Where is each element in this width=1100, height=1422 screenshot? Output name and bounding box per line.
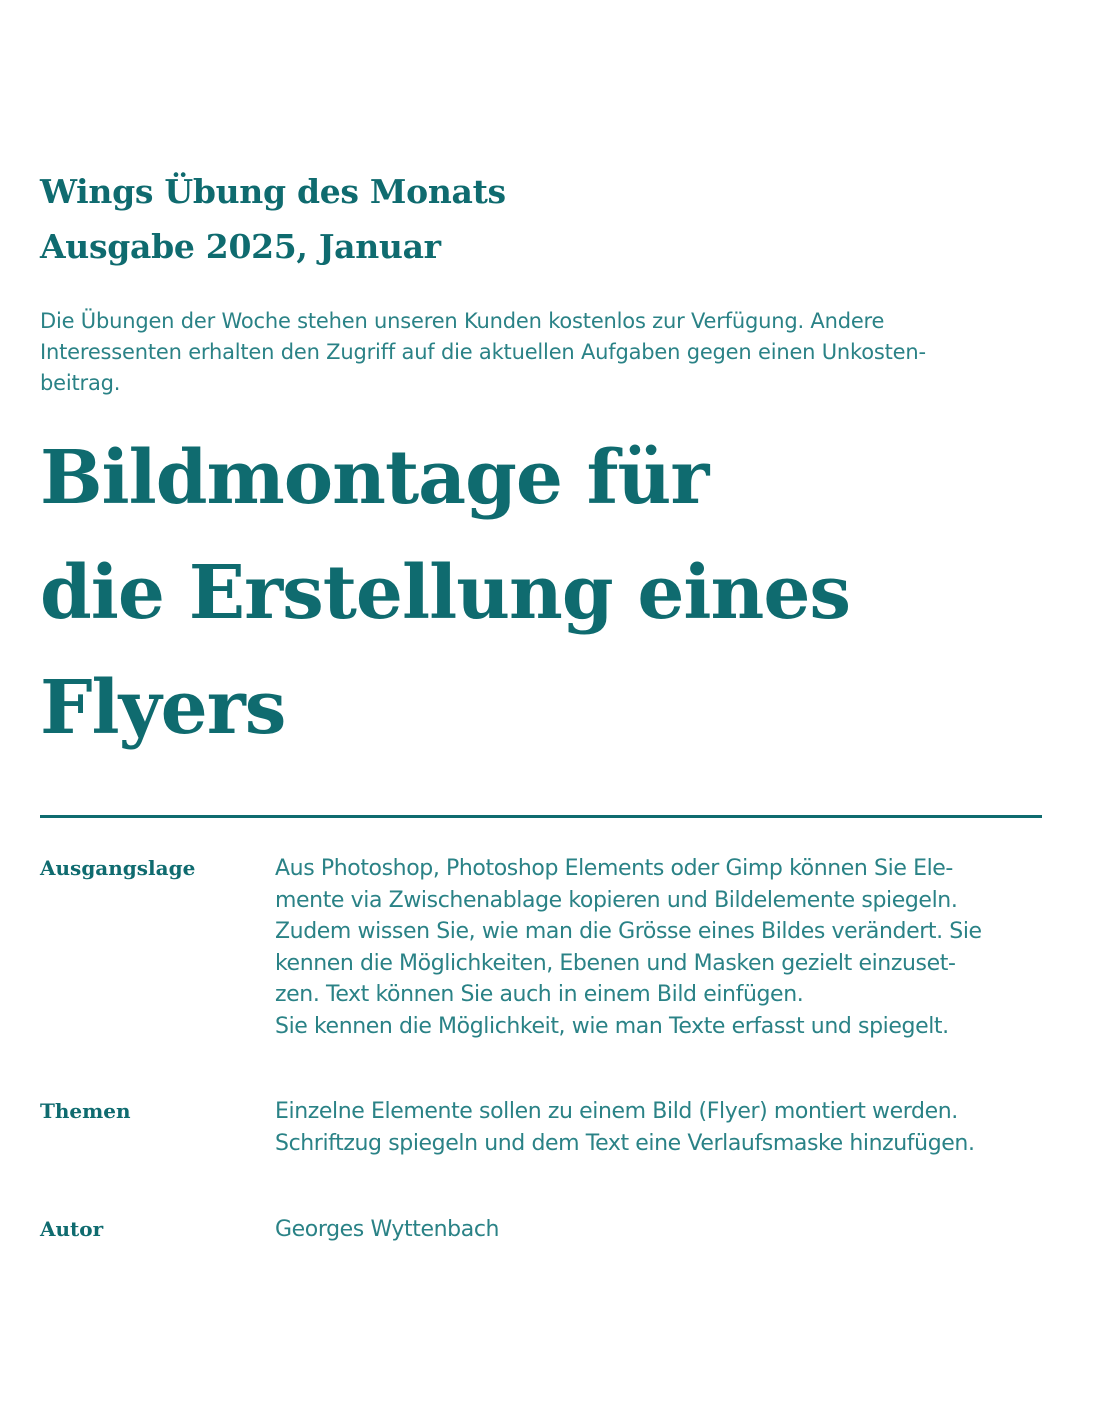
detail-line: zen. Text können Sie auch in einem Bild einfügen. <box>275 982 804 1007</box>
detail-line: Aus Photoshop, Photoshop Elements oder Gimp können Sie Ele- <box>275 856 953 881</box>
detail-text <box>275 1096 1045 1159</box>
detail-text <box>275 1214 1045 1246</box>
detail-line: Sie kennen die Möglichkeit, wie man Texte erfasst und spiegelt. <box>275 1013 949 1039</box>
detail-line: Zudem wissen Sie, wie man die Grösse eines Bildes verändert. Sie <box>275 919 982 944</box>
title-line: die Erstellung eines <box>40 550 851 636</box>
detail-label: Themen <box>40 1099 131 1123</box>
detail-line: kennen die Möglichkeiten, Ebenen und Masken gezielt einzuset- <box>275 950 956 976</box>
intro-line: beitrag. <box>40 371 121 395</box>
document-header <box>40 164 1042 766</box>
detail-text <box>275 853 1045 1042</box>
detail-line: Georges Wyttenbach <box>275 1217 500 1242</box>
series-title: Wings Übung des Monats <box>40 172 506 211</box>
divider <box>40 815 1042 818</box>
intro-line: Interessenten erhalten den Zugriff auf die aktuellen Aufgaben gegen einen Unkosten- <box>40 340 926 364</box>
intro-line: Die Übungen der Woche stehen unseren Kunden kostenlos zur Verfügung. Andere <box>40 309 885 333</box>
detail-line: mente via Zwischenablage kopieren und Bildelemente spiegeln. <box>275 887 958 913</box>
intro-paragraph <box>40 306 1030 399</box>
detail-line: Schriftzug spiegeln und dem Text eine Verlaufsmaske hinzufügen. <box>275 1130 975 1156</box>
page-title <box>40 421 1042 766</box>
detail-line: Einzelne Elemente sollen zu einem Bild (Flyer) montiert werden. <box>275 1099 958 1124</box>
issue-date: Ausgabe 2025, Januar <box>40 227 441 266</box>
title-line: Bildmontage für <box>40 435 709 521</box>
title-line: Flyers <box>40 665 286 751</box>
detail-label: Autor <box>40 1217 104 1241</box>
detail-label: Ausgangslage <box>40 856 196 880</box>
